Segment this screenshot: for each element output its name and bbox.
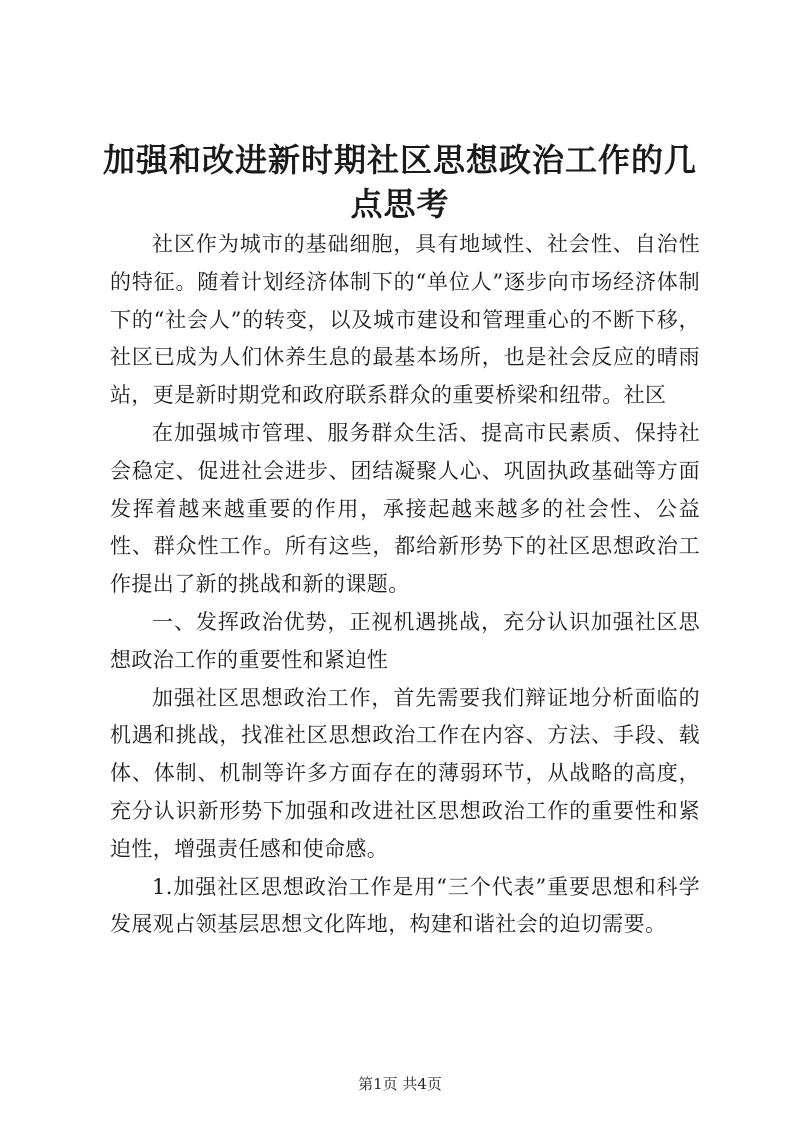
paragraph-analysis: 加强社区思想政治工作，首先需要我们辩证地分析面临的机遇和挑战，找准社区思想政治工作在内容、方法、手段、载体、体制、机制等许多方面存在的薄弱环节，从战略的高度，充分认识新形势下加强和改进社区思想政治工作的重要性和紧迫性，增强责任感和使命感。 <box>110 685 700 861</box>
document-title: 加强和改进新时期社区思想政治工作的几点思考 <box>102 141 697 223</box>
page-number-footer: 第1页 共4页 <box>358 1075 442 1093</box>
section-heading-one: 一、发挥政治优势，正视机遇挑战，充分认识加强社区思想政治工作的重要性和紧迫性 <box>110 609 700 672</box>
paragraph-point-one: 1.加强社区思想政治工作是用“三个代表”重要思想和科学发展观占领基层思想文化阵地，构建和谐社会的迫切需要。 <box>110 874 700 937</box>
paragraph-intro: 社区作为城市的基础细胞，具有地域性、社会性、自治性的特征。随着计划经济体制下的“单位人”逐步向市场经济体制下的“社会人”的转变，以及城市建设和管理重心的不断下移，社区已成为人们休养生息的最基本场所，也是社会反应的晴雨站，更是新时期党和政府联系群众的重要桥梁和纽带。社区 <box>110 232 700 408</box>
paragraph-role: 在加强城市管理、服务群众生活、提高市民素质、保持社会稳定、促进社会进步、团结凝聚人心、巩固执政基础等方面发挥着越来越重要的作用，承接起越来越多的社会性、公益性、群众性工作。所有这些，都给新形势下的社区思想政治工作提出了新的挑战和新的课题。 <box>110 420 700 597</box>
document-body <box>110 226 700 944</box>
